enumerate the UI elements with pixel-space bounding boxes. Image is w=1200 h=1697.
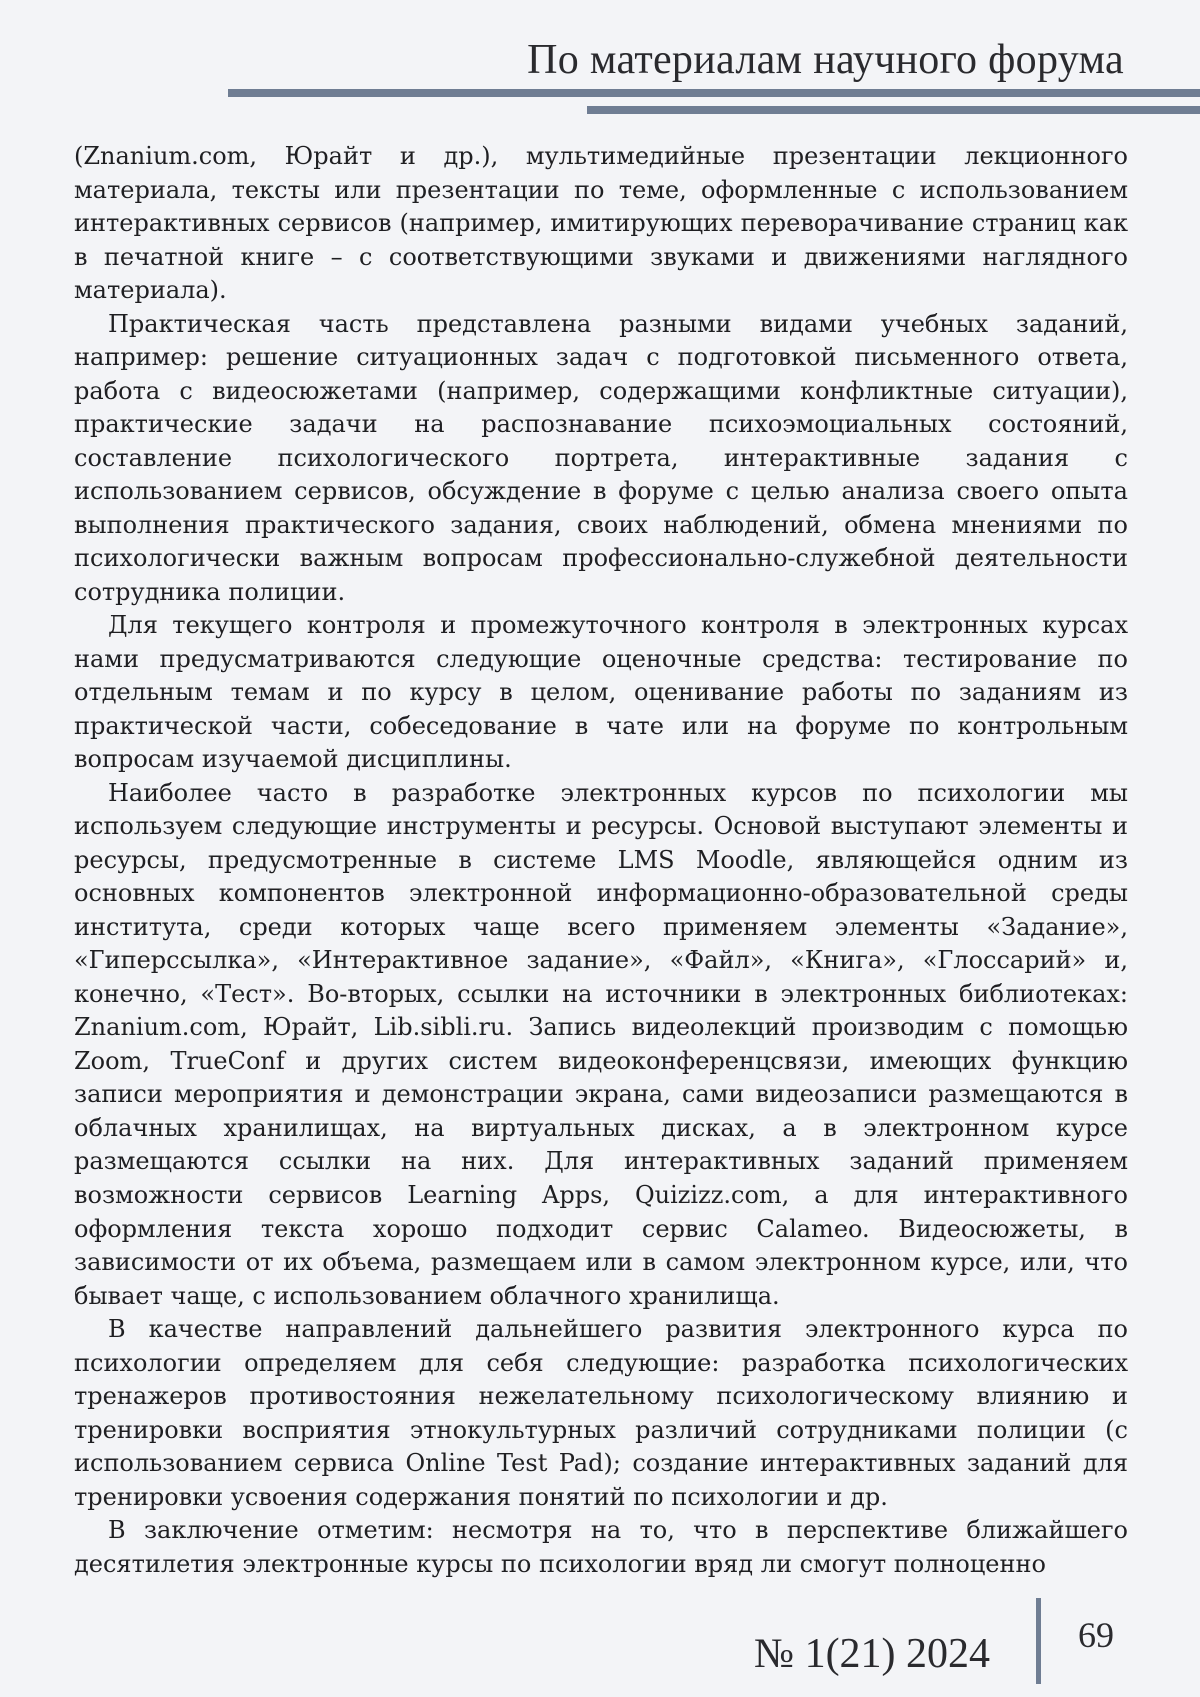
header-rule-top (228, 89, 1200, 97)
paragraph-conclusion: В заключение отметим: несмотря на то, что в перспективе ближайшего десятилетия электронные курсы по психологии вряд ли смогут полноценно (74, 1516, 1128, 1578)
paragraph-development: В качестве направлений дальнейшего развития электронного курса по психологии определяем для себя следующие: разработка психологических тренажеров противостояния нежелательному психологическому влиянию и тренировки восприятия этнокультурных различий сотрудниками полиции (с использованием сервиса Online Test Pad); создание интерактивных заданий для тренировки усвоения содержания понятий по психологии и др. (74, 1315, 1128, 1511)
header-rule-bottom (587, 106, 1200, 114)
paragraph-assessment: Для текущего контроля и промежуточного контроля в электронных курсах нами предусматриваются следующие оценочные средства: тестирование по отдельным темам и по курсу в целом, оценивание работы по заданиям из практической части, собеседование в чате или на форуме по контрольным вопросам изучаемой дисциплины. (74, 611, 1128, 774)
page-number: 69 (1078, 1615, 1114, 1655)
paragraph-practical-part: Практическая часть представлена разными видами учебных заданий, например: решение ситуационных задач с подготовкой письменного ответа, работа с видеосюжетами (например, содержащими конфликтные ситуации), практические задачи на распознавание психоэмоциальных состояний, составление психологического портрета, интерактивные задания с использованием сервисов, обсуждение в форуме с целью анализа своего опыта выполнения практического задания, своих наблюдений, обмена мнениями по психологически важным вопросам профессионально-служебной деятельности сотрудника полиции. (74, 309, 1128, 606)
footer-divider (1036, 1598, 1041, 1684)
article-body (74, 140, 1128, 1581)
issue-number: № 1(21) 2024 (754, 1631, 991, 1677)
paragraph-continued: (Znanium.com, Юрайт и др.), мультимедийные презентации лекционного материала, тексты или презентации по теме, оформленные с использованием интерактивных сервисов (например, имитирующих переворачивание страниц как в печатной книге – с соответствующими звуками и движениями наглядного материала). (74, 142, 1128, 305)
paragraph-tools: Наиболее часто в разработке электронных курсов по психологии мы используем следующие инструменты и ресурсы. Основой выступают элементы и ресурсы, предусмотренные в системе LMS Moodle, являющейся одним из основных компонентов электронной информационно-образовательной среды института, среди которых чаще всего применяем элементы «Задание», «Гиперссылка», «Интерактивное задание», «Файл», «Книга», «Глоссарий» и, конечно, «Тест». Во-вторых, ссылки на источники в электронных библиотеках: Znanium.com, Юрайт, Lib.sibli.ru. Запись видеолекций производим с помощью Zoom, TrueConf и других систем видеоконференцсвязи, имеющих функцию записи мероприятия и демонстрации экрана, сами видеозаписи размещаются в облачных хранилищах, на виртуальных дисках, а в электронном курсе размещаются ссылки на них. Для интерактивных заданий применяем возможности сервисов Learning Apps, Quizizz.com, а для интерактивного оформления текста хорошо подходит сервис Calameo. Видеосюжеты, в зависимости от их объема, размещаем или в самом электронном курсе, или, что бывает чаще, с использованием облачного хранилища. (74, 778, 1128, 1310)
running-header-title: По материалам научного форума (527, 37, 1124, 83)
